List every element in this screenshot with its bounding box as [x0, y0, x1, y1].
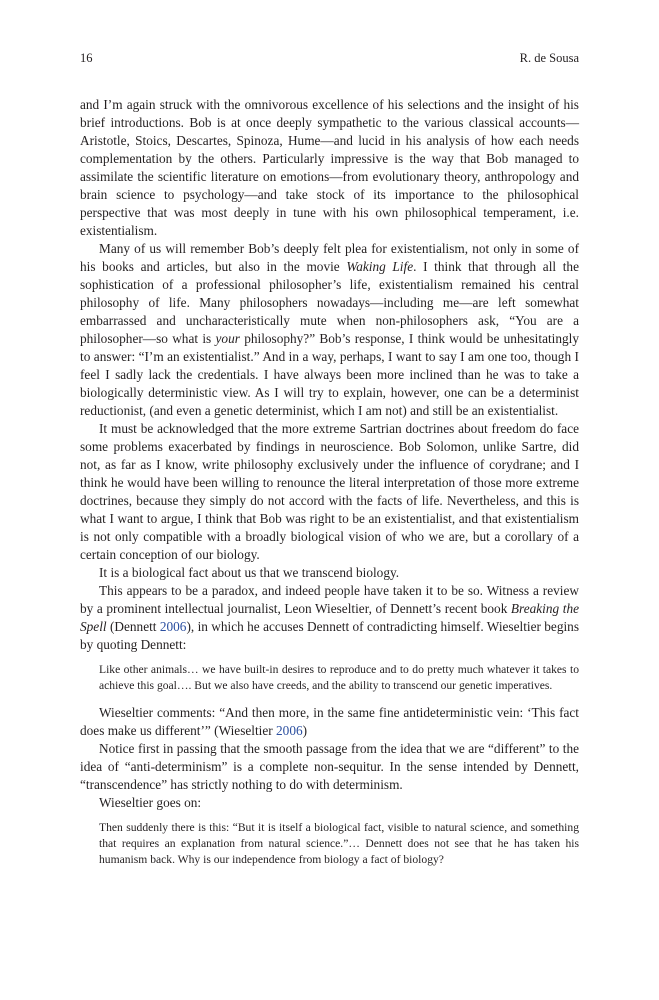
- citation-link-wieseltier[interactable]: 2006: [276, 722, 303, 738]
- page-number: 16: [80, 51, 93, 65]
- book-title: Breaking the Spell: [80, 601, 579, 634]
- paragraph-7: Notice first in passing that the smooth passage from the idea that we are “different” to the idea of “anti-determinism” is a complete non-sequitur. In the sense intended by Dennett, “transcendence” has strictly nothing to do with determinism.: [80, 740, 579, 792]
- film-title: Waking Life: [346, 259, 414, 274]
- block-quote-2: Then suddenly there is this: “But it is itself a biological fact, visible to natural science, and something that requires an explanation from natural science.”… Dennett does not see that he has taken his humanism back. Why is our independence from biology a fact of biology?: [99, 820, 579, 867]
- running-author: R. de Sousa: [519, 51, 579, 65]
- paragraph-8: Wieseltier goes on:: [99, 794, 202, 810]
- paragraph-6: Wieseltier comments: “And then more, in the same fine antideterministic vein: ‘This fact does make us different’” (Wieseltier 2006): [80, 704, 579, 738]
- book-page: [80, 50, 579, 877]
- running-header: [80, 50, 579, 66]
- paragraph-1: and I’m again struck with the omnivorous excellence of his selections and the insight of his brief introductions. Bob is at once deeply sympathetic to the various classical accounts—Aristotle, Stoics, Descartes, Spinoza, Hume—and lucid in his analysis of how each needs complementation by the others. Particularly impressive is the way that Bob managed to assimilate the scientific literature on emotions—from evolutionary theory, anthropology and brain science to psychology—and take stock of its importance to the philosophical perspective that was most deeply in tune with his own philosophical temperament, i.e. existentialism.: [80, 97, 579, 238]
- body-text: [80, 96, 579, 868]
- citation-link-dennett[interactable]: 2006: [159, 619, 187, 634]
- paragraph-5: This appears to be a paradox, and indeed people have taken it to be so. Witness a review by a prominent intellectual journalist, Leon Wieseltier, of Dennett’s recent book Breaking the Spell (Dennett 2006), in which he accuses Dennett of contradicting himself. Wieseltier begins by quoting Dennett:: [80, 583, 579, 652]
- paragraph-3: It must be acknowledged that the more extreme Sartrian doctrines about freedom do face some problems exacerbated by findings in neuroscience. Bob Solomon, unlike Sartre, did not, as far as I know, write philosophy exclusively under the influence of corydrane; and I think he would have been willing to renounce the literal interpretation of those more extreme doctrines, because they simply do not accord with the facts of life. Nevertheless, and this is what I want to argue, I think that Bob was right to be an existentialist, and that existentialism is not only compatible with a broadly biological vision of who we are, but a corollary of a certain conception of our biology.: [80, 421, 579, 562]
- block-quote-1: Like other animals… we have built-in desires to reproduce and to do pretty much whatever it takes to achieve this goal…. But we also have creeds, and the ability to transcend our genetic imperatives.: [99, 663, 579, 693]
- paragraph-4: It is a biological fact about us that we transcend biology.: [99, 565, 400, 580]
- paragraph-2: Many of us will remember Bob’s deeply felt plea for existentialism, not only in some of his books and articles, but also in the movie Waking Life. I think that through all the sophistication of a professional philosopher’s life, existentialism remained his central philosophy of life. Many philosophers nowadays—including me—are left somewhat embarrassed and uncharacteristically mute when non-philosophers ask, “You are a philosopher—so what is your philosophy?” Bob’s response, I think would be unhesitatingly to answer: “I’m an existentialist.” And in a way, perhaps, I want to say I am one too, though I feel I sadly lack the credentials. I have always been more inclined than he was to take a biologically deterministic view. As I will try to explain, however, one can be a determinist reductionist, (and even a genetic determinist, which I am not) and still be an existentialist.: [80, 241, 580, 418]
- emphasis-your: your: [215, 331, 240, 346]
